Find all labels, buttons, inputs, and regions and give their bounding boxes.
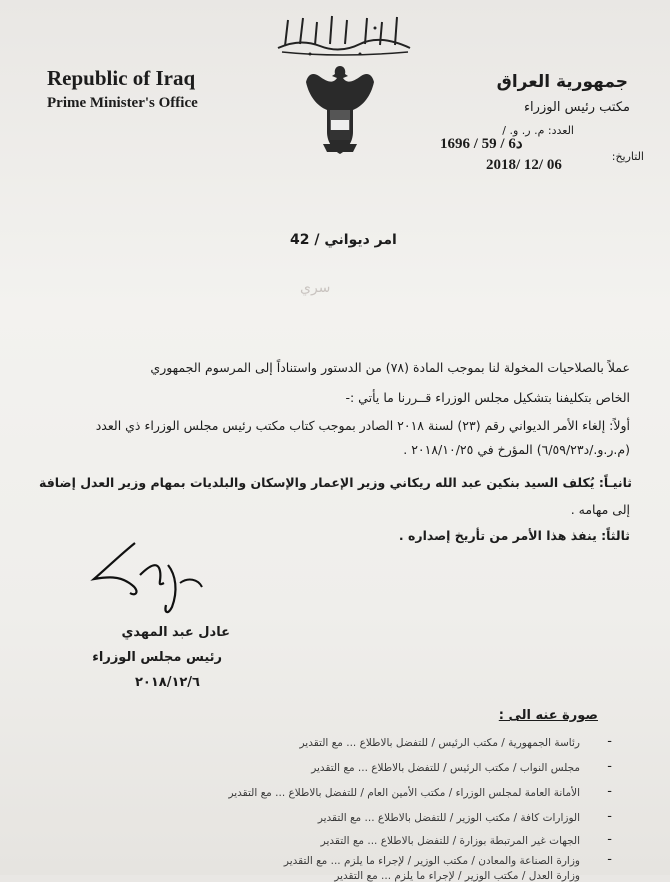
faint-stamp: سري xyxy=(300,280,331,296)
list-bullet: - xyxy=(607,832,612,847)
list-item: الجهات غير المرتبطة بوزارة / للتفضل بالاطلاع ... مع التقدير xyxy=(320,835,580,847)
list-item: وزارة الصناعة والمعادن / مكتب الوزير / لإجراء ما يلزم ... مع التقدير xyxy=(283,855,580,867)
list-item: رئاسة الجمهورية / مكتب الرئيس / للتفضل بالاطلاع ... مع التقدير xyxy=(299,737,580,749)
list-item: وزارة العدل / مكتب الوزير / لإجراء ما يلزم ... مع التقدير xyxy=(334,870,580,882)
signature-date: ٢٠١٨/١٢/٦ xyxy=(134,675,200,690)
basmala-calligraphy xyxy=(270,8,420,58)
body-line-6: إلى مهامه . xyxy=(570,502,630,517)
ar-country-title: جمهورية العراق xyxy=(496,72,628,92)
list-bullet: - xyxy=(607,734,612,749)
list-bullet: - xyxy=(607,759,612,774)
body-line-2: الخاص بتكليفنا بتشكيل مجلس الوزراء قــررنا ما يأتي :- xyxy=(345,390,630,405)
ar-office-title: مكتب رئيس الوزراء xyxy=(523,100,630,115)
list-bullet: - xyxy=(607,784,612,799)
order-title: امر ديواني / 42 xyxy=(290,232,397,248)
iraq-eagle-emblem-icon xyxy=(303,62,377,158)
date-value: 2018/ 12/ 06 xyxy=(486,157,562,173)
body-line-7: ثالثاً: ينفذ هذا الأمر من تأريخ إصداره . xyxy=(398,528,630,543)
list-item: الوزارات كافة / مكتب الوزير / للتفضل بالاطلاع ... مع التقدير xyxy=(317,812,580,824)
list-item: الأمانة العامة لمجلس الوزراء / مكتب الأمين العام / للتفضل بالاطلاع ... مع التقدير xyxy=(228,787,580,799)
copies-heading: صورة عنه الى : xyxy=(498,708,598,723)
reference-label: العدد: م. ر. و. / xyxy=(502,124,574,137)
list-bullet: - xyxy=(607,809,612,824)
list-item: مجلس النواب / مكتب الرئيس / للتفضل بالاطلاع ... مع التقدير xyxy=(311,762,580,774)
list-bullet: - xyxy=(607,852,612,867)
date-label: التاريخ: xyxy=(611,150,644,163)
handwritten-signature xyxy=(80,535,220,625)
en-office-title: Prime Minister's Office xyxy=(47,95,198,111)
body-line-4: (م.ر.و./د٦/٥٩/٢٣) المؤرخ في ٢٠١٨/١٠/٢٥ . xyxy=(403,442,630,457)
body-line-3: أولاً: إلغاء الأمر الديواني رقم (٢٣) لسنة ٢٠١٨ الصادر بموجب كتاب مكتب رئيس مجلس الوزراء ذي العدد xyxy=(95,418,630,433)
basmala-image xyxy=(270,8,420,58)
body-line-1: عملاً بالصلاحيات المخولة لنا بموجب المادة (٧٨) من الدستور واستناداً إلى المرسوم الجمهوري xyxy=(150,360,630,375)
reference-number: 1696 / 59 / 6د xyxy=(440,136,523,152)
body-line-5: ثانيـاً: يُكلف السيد بنكين عبد الله ريكاني وزير الإعمار والإسكان والبلديات بمهام وزير العدل إضافة xyxy=(39,475,632,490)
signatory-name: عادل عبد المهدي xyxy=(121,625,230,640)
signatory-title: رئيس مجلس الوزراء xyxy=(92,650,222,665)
en-country-title: Republic of Iraq xyxy=(47,66,196,90)
